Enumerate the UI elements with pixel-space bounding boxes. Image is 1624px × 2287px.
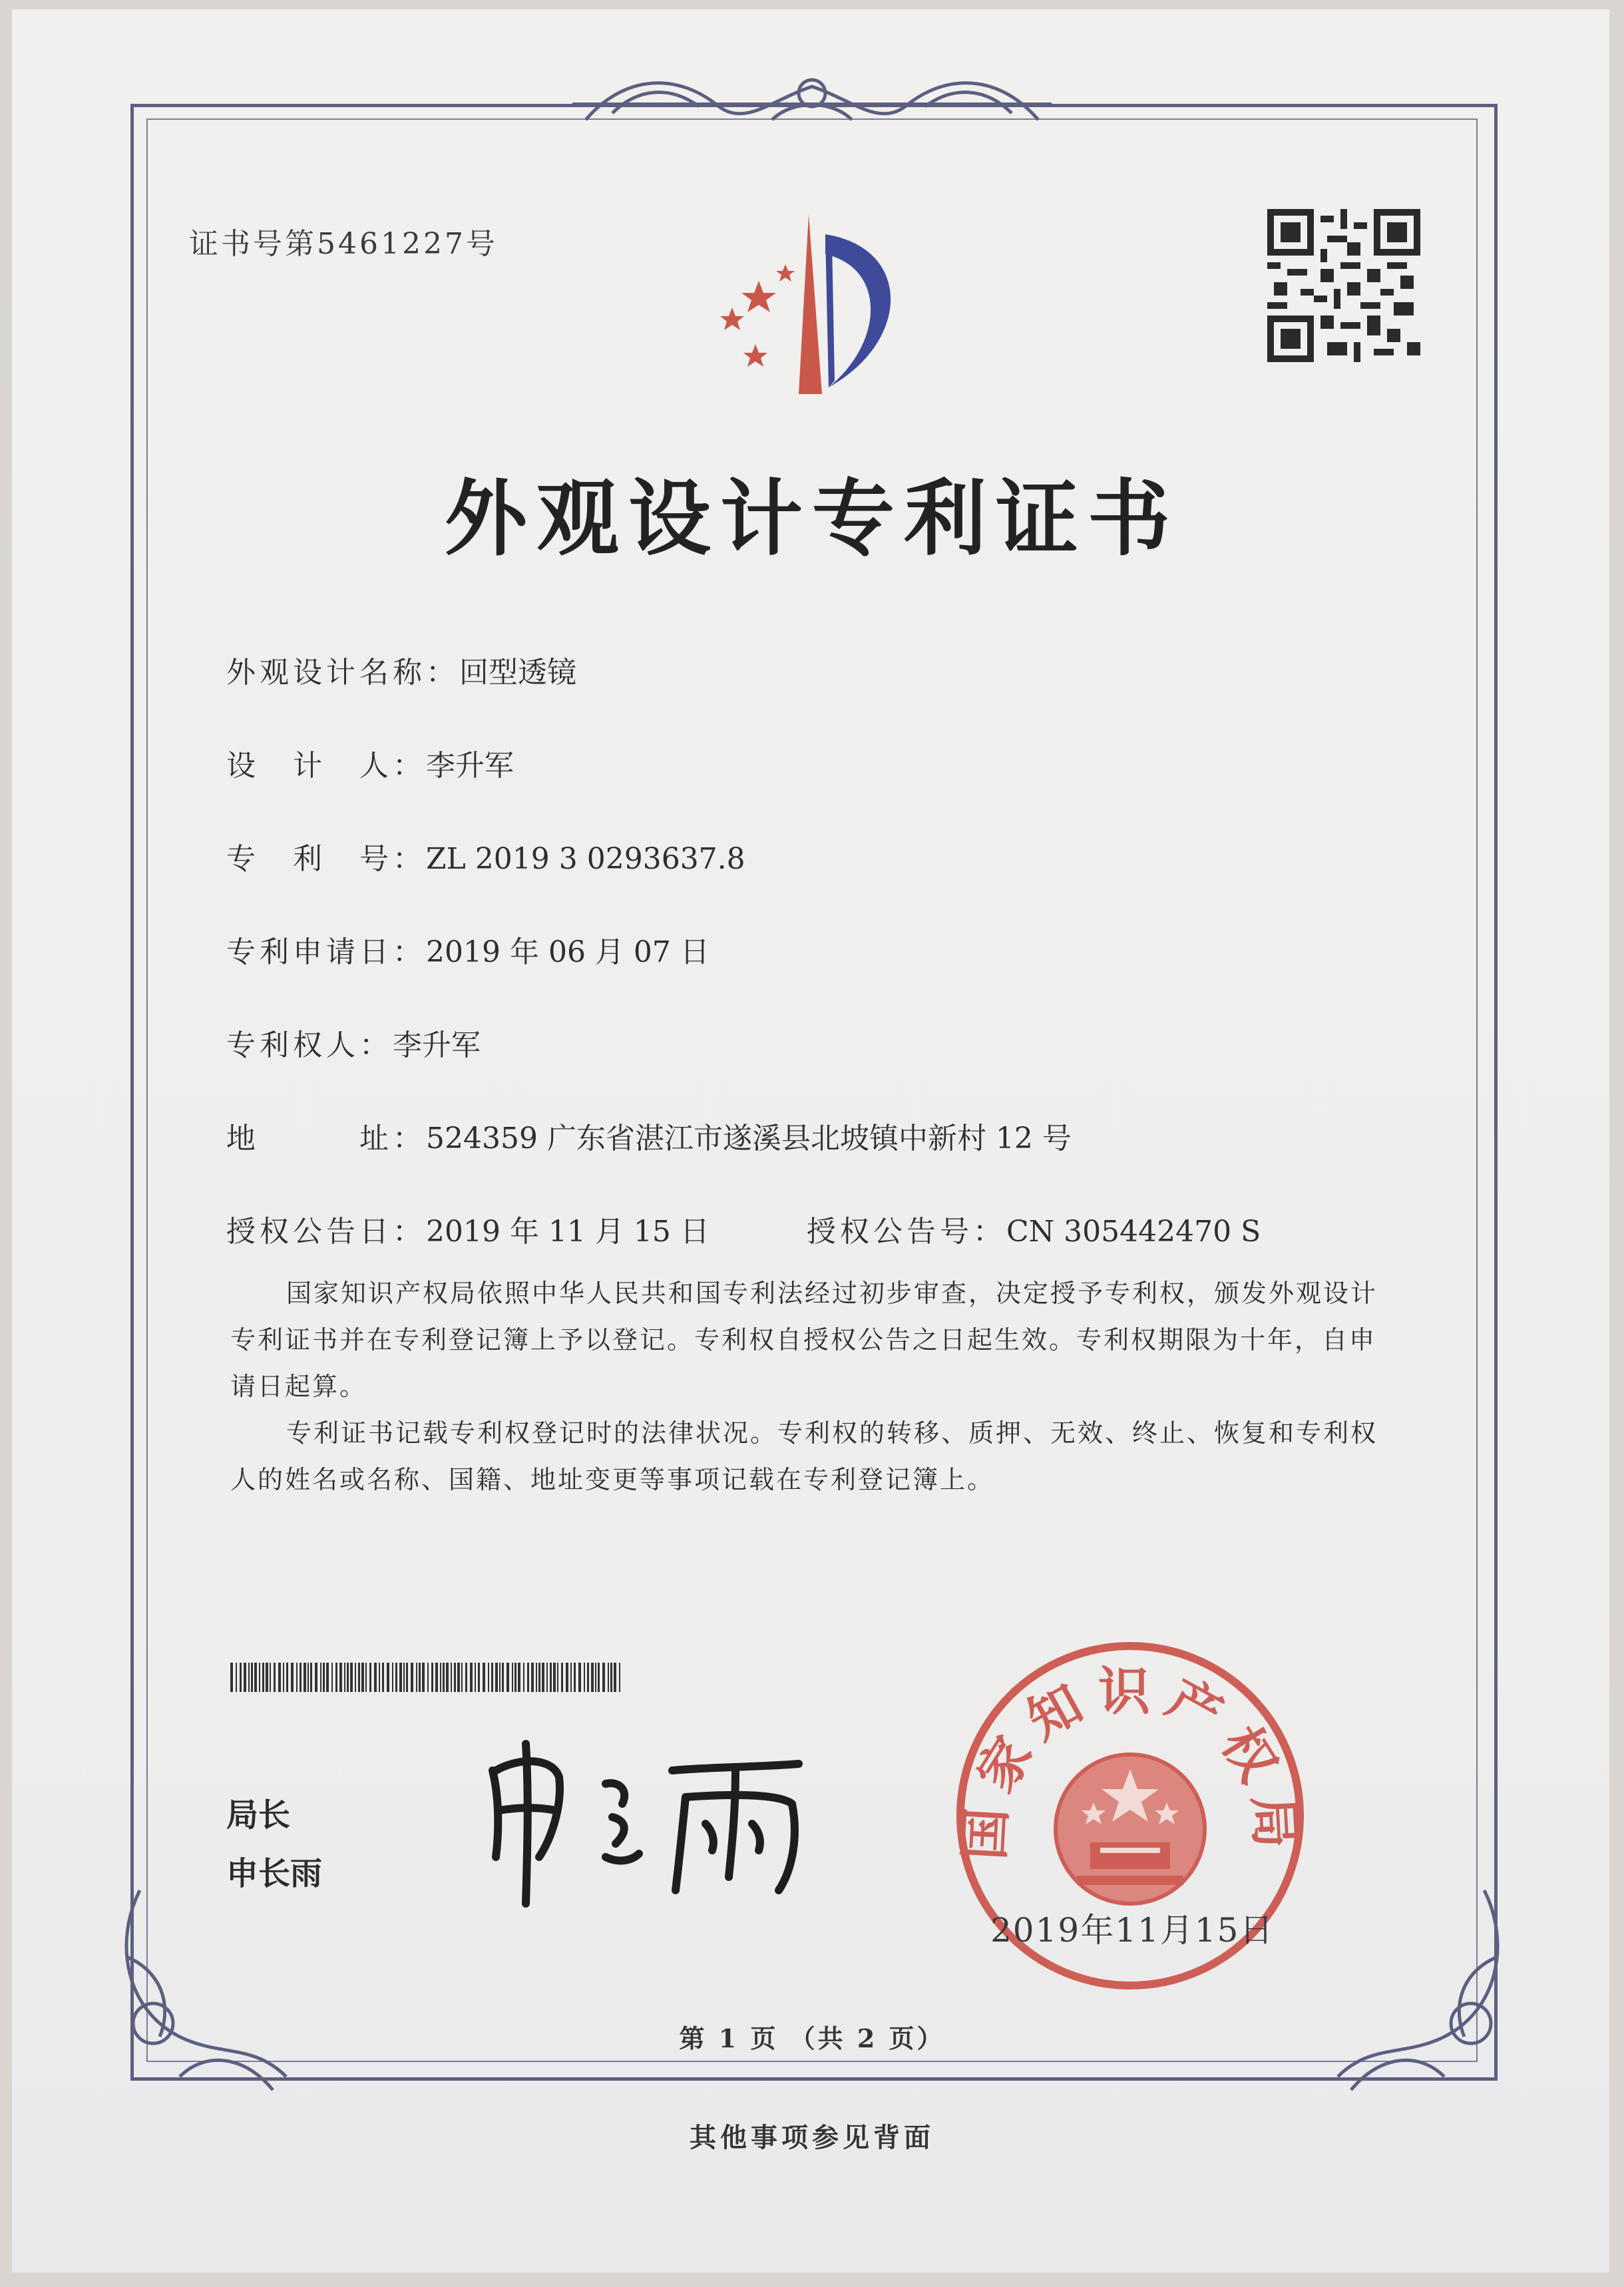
barcode-bar xyxy=(392,1663,393,1692)
barcode-bar xyxy=(610,1663,612,1692)
barcode-bar xyxy=(553,1663,556,1692)
barcode-bar xyxy=(374,1663,377,1692)
barcode-bar xyxy=(531,1663,534,1692)
paragraph-grant: 国家知识产权局依照中华人民共和国专利法经过初步审查，决定授予专利权，颁发外观设计专利证书并在专利登记簿上予以登记。专利权自授权公告之日起生效。专利权期限为十年，自申请日起算。 xyxy=(230,1279,1378,1401)
field-label: 外观设计名称： xyxy=(226,656,459,690)
barcode-bar xyxy=(461,1663,463,1692)
field-design-name xyxy=(226,648,576,691)
barcode-bar xyxy=(598,1663,600,1692)
barcode-bar xyxy=(240,1663,242,1692)
barcode-bar xyxy=(591,1663,594,1692)
signature xyxy=(479,1731,825,1910)
barcode-bar xyxy=(248,1663,250,1692)
field-value: ZL 2019 3 0293637.8 xyxy=(426,842,745,876)
barcode-bar xyxy=(451,1663,452,1692)
footer-note: 其他事项参见背面 xyxy=(690,2122,934,2153)
barcode-bar xyxy=(499,1663,501,1692)
barcode-bar xyxy=(323,1663,325,1692)
barcode-bar xyxy=(365,1663,367,1692)
barcode-bar xyxy=(608,1663,609,1692)
barcode-bar xyxy=(283,1663,284,1692)
barcode-bar xyxy=(443,1663,445,1692)
barcode-bar xyxy=(416,1663,417,1692)
barcode-bar xyxy=(514,1663,516,1692)
certificate-title: 外观设计专利证书 xyxy=(444,471,1179,567)
barcode-bar xyxy=(355,1663,356,1692)
barcode-bar xyxy=(614,1663,616,1692)
barcode-bar xyxy=(488,1663,489,1692)
barcode-bar xyxy=(259,1663,260,1692)
barcode xyxy=(230,1663,620,1692)
barcode-bar xyxy=(495,1663,498,1692)
field-label: 授权公告号： xyxy=(807,1215,1006,1249)
field-label: 专利权人： xyxy=(226,1028,393,1062)
field-label: 专 利 号： xyxy=(226,842,426,876)
top-ornament xyxy=(572,60,1052,146)
barcode-bar xyxy=(435,1663,438,1692)
barcode-bar xyxy=(512,1663,513,1692)
barcode-bar xyxy=(602,1663,605,1692)
barcode-bar xyxy=(470,1663,473,1692)
barcode-bar xyxy=(315,1663,317,1692)
barcode-bar xyxy=(344,1663,345,1692)
barcode-bar xyxy=(307,1663,309,1692)
barcode-bar xyxy=(335,1663,337,1692)
barcode-bar xyxy=(339,1663,342,1692)
barcode-bar xyxy=(561,1663,563,1692)
barcode-bar xyxy=(286,1663,288,1692)
barcode-bar xyxy=(382,1663,384,1692)
barcode-bar xyxy=(291,1663,294,1692)
barcode-bar xyxy=(236,1663,237,1692)
barcode-bar xyxy=(570,1663,572,1692)
barcode-bar xyxy=(278,1663,281,1692)
barcode-bar xyxy=(326,1663,329,1692)
barcode-bar xyxy=(422,1663,425,1692)
cnipa-logo xyxy=(692,208,925,401)
barcode-bar xyxy=(411,1663,413,1692)
barcode-bar xyxy=(230,1663,233,1692)
field-label: 地 址： xyxy=(226,1122,426,1155)
barcode-bar xyxy=(361,1663,364,1692)
bottom-left-ornament xyxy=(100,1877,300,2103)
field-grant-date xyxy=(226,1207,710,1250)
barcode-bar xyxy=(431,1663,433,1692)
barcode-bar xyxy=(584,1663,585,1692)
barcode-bar xyxy=(574,1663,576,1692)
barcode-bar xyxy=(491,1663,493,1692)
barcode-bar xyxy=(320,1663,321,1692)
barcode-bar xyxy=(419,1663,421,1692)
barcode-bar xyxy=(446,1663,449,1692)
seal-date: 2019年11月15日 xyxy=(990,1911,1275,1950)
barcode-bar xyxy=(251,1663,253,1692)
barcode-bar xyxy=(395,1663,397,1692)
barcode-bar xyxy=(587,1663,589,1692)
barcode-bar xyxy=(518,1663,520,1692)
barcode-bar xyxy=(347,1663,349,1692)
barcode-bar xyxy=(406,1663,408,1692)
field-value: CN 305442470 S xyxy=(1006,1215,1261,1249)
barcode-bar xyxy=(507,1663,509,1692)
barcode-bar xyxy=(296,1663,298,1692)
page-indicator: 第 1 页 （共 2 页） xyxy=(679,2023,945,2053)
field-address xyxy=(226,1114,1072,1157)
barcode-bar xyxy=(262,1663,264,1692)
barcode-bar xyxy=(403,1663,405,1692)
barcode-bar xyxy=(331,1663,333,1692)
field-value: 2019 年 06 月 07 日 xyxy=(426,935,710,969)
field-patent-number xyxy=(226,835,745,877)
field-value: 李升军 xyxy=(393,1028,481,1062)
barcode-bar xyxy=(619,1663,620,1692)
barcode-bar xyxy=(566,1663,568,1692)
barcode-bar xyxy=(358,1663,360,1692)
paragraph-legal-status: 专利证书记载专利权登记时的法律状况。专利权的转移、质押、无效、终止、恢复和专利权人的姓名或名称、国籍、地址变更等事项记载在专利登记簿上。 xyxy=(230,1418,1378,1494)
field-value: 李升军 xyxy=(426,749,514,783)
barcode-bar xyxy=(483,1663,485,1692)
barcode-bar xyxy=(270,1663,271,1692)
barcode-bar xyxy=(550,1663,552,1692)
barcode-bar xyxy=(475,1663,476,1692)
qr-code xyxy=(1267,209,1420,362)
signatory-title: 局长 xyxy=(226,1796,291,1834)
barcode-bar xyxy=(387,1663,389,1692)
field-patentee xyxy=(226,1021,481,1064)
field-designer xyxy=(226,741,514,784)
barcode-bar xyxy=(266,1663,268,1692)
field-label: 授权公告日： xyxy=(226,1215,426,1249)
barcode-bar xyxy=(254,1663,257,1692)
signatory-name: 申长雨 xyxy=(226,1855,323,1892)
field-announcement-number xyxy=(807,1207,1261,1250)
field-label: 专利申请日： xyxy=(226,935,426,969)
barcode-bar xyxy=(457,1663,460,1692)
barcode-bar xyxy=(523,1663,524,1692)
bottom-right-ornament xyxy=(1324,1877,1524,2103)
field-value: 524359 广东省湛江市遂溪县北坡镇中新村 12 号 xyxy=(426,1122,1072,1155)
barcode-bar xyxy=(478,1663,480,1692)
barcode-bar xyxy=(595,1663,596,1692)
barcode-bar xyxy=(379,1663,380,1692)
barcode-bar xyxy=(578,1663,581,1692)
barcode-bar xyxy=(546,1663,548,1692)
barcode-bar xyxy=(274,1663,276,1692)
barcode-bar xyxy=(557,1663,558,1692)
barcode-bar xyxy=(369,1663,371,1692)
barcode-bar xyxy=(465,1663,467,1692)
barcode-bar xyxy=(536,1663,537,1692)
barcode-bar xyxy=(542,1663,544,1692)
field-value: 2019 年 11 月 15 日 xyxy=(426,1215,710,1249)
barcode-bar xyxy=(538,1663,540,1692)
barcode-bar xyxy=(440,1663,441,1692)
barcode-bar xyxy=(502,1663,504,1692)
field-label: 设 计 人： xyxy=(226,749,426,783)
certificate-number: 证书号第5461227号 xyxy=(189,227,498,261)
barcode-bar xyxy=(350,1663,353,1692)
barcode-bar xyxy=(454,1663,456,1692)
barcode-bar xyxy=(427,1663,429,1692)
barcode-bar xyxy=(304,1663,306,1692)
field-value: 回型透镜 xyxy=(459,656,576,690)
field-application-date xyxy=(226,928,710,970)
barcode-bar xyxy=(310,1663,312,1692)
barcode-bar xyxy=(527,1663,529,1692)
svg-text:国家知识产权局: 国家知识产权局 xyxy=(954,1662,1306,1862)
barcode-bar xyxy=(300,1663,302,1692)
barcode-bar xyxy=(244,1663,246,1692)
barcode-bar xyxy=(399,1663,402,1692)
